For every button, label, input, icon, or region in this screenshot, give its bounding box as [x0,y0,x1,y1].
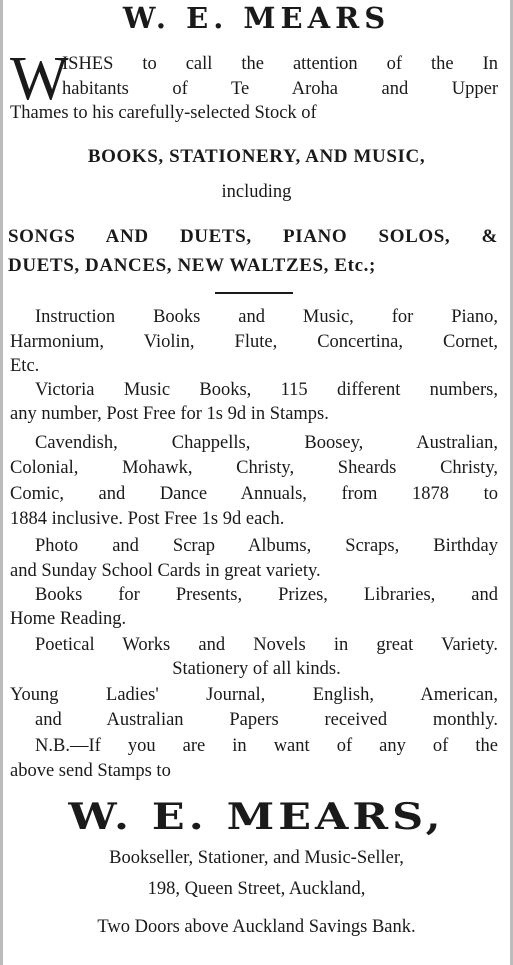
body-line: any number, Post Free for 1s 9d in Stamps. [10,404,329,424]
intro-line: Thames to his carefully-selected Stock of [10,103,317,123]
body-line: Victoria Music Books, 115 different numbers, [35,380,498,400]
body-line: Home Reading. [10,609,127,629]
body-line: above send Stamps to [10,761,171,781]
drop-cap: W [10,45,69,113]
headline-main: BOOKS, STATIONERY, AND MUSIC, [87,146,426,167]
body-line: and Sunday School Cards in great variety. [10,561,321,581]
body-line: 1884 inclusive. Post Free 1s 9d each. [10,509,285,529]
footer-line-1: Bookseller, Stationer, and Music-Seller, [109,848,404,868]
intro-line: ISHES to call the attention of the In [62,54,498,74]
body-line: N.B.—If you are in want of any of the [35,736,498,756]
body-line: Photo and Scrap Albums, Scraps, Birthday [35,536,498,556]
footer-name: W. E. MEARS, [68,795,445,839]
headline-line-2: DUETS, DANCES, NEW WALTZES, Etc.; [8,255,376,276]
advert-title: W. E. MEARS [122,1,391,35]
headline-line-1: SONGS AND DUETS, PIANO SOLOS, & [8,226,498,247]
body-line: Harmonium, Violin, Flute, Concertina, Cornet, [10,332,498,352]
footer-line-3: Two Doors above Auckland Savings Bank. [97,917,416,937]
body-line: Instruction Books and Music, for Piano, [35,307,498,327]
body-line: Colonial, Mohawk, Christy, Sheards Christy, [10,458,498,478]
body-line: Poetical Works and Novels in great Variety. [35,635,498,655]
headline-including: including [221,182,292,202]
body-line: Comic, and Dance Annuals, from 1878 to [10,484,498,504]
footer-line-2: 198, Queen Street, Auckland, [147,879,366,899]
body-line: Etc. [10,356,40,376]
divider-rule [215,292,293,294]
intro-line: habitants of Te Aroha and Upper [62,79,498,99]
body-line: Young Ladies' Journal, English, American, [10,685,498,705]
body-line: Stationery of all kinds. [172,659,341,679]
body-line: Books for Presents, Prizes, Libraries, and [35,585,498,605]
body-line: Cavendish, Chappells, Boosey, Australian, [35,433,498,453]
body-line: and Australian Papers received monthly. [35,710,498,730]
